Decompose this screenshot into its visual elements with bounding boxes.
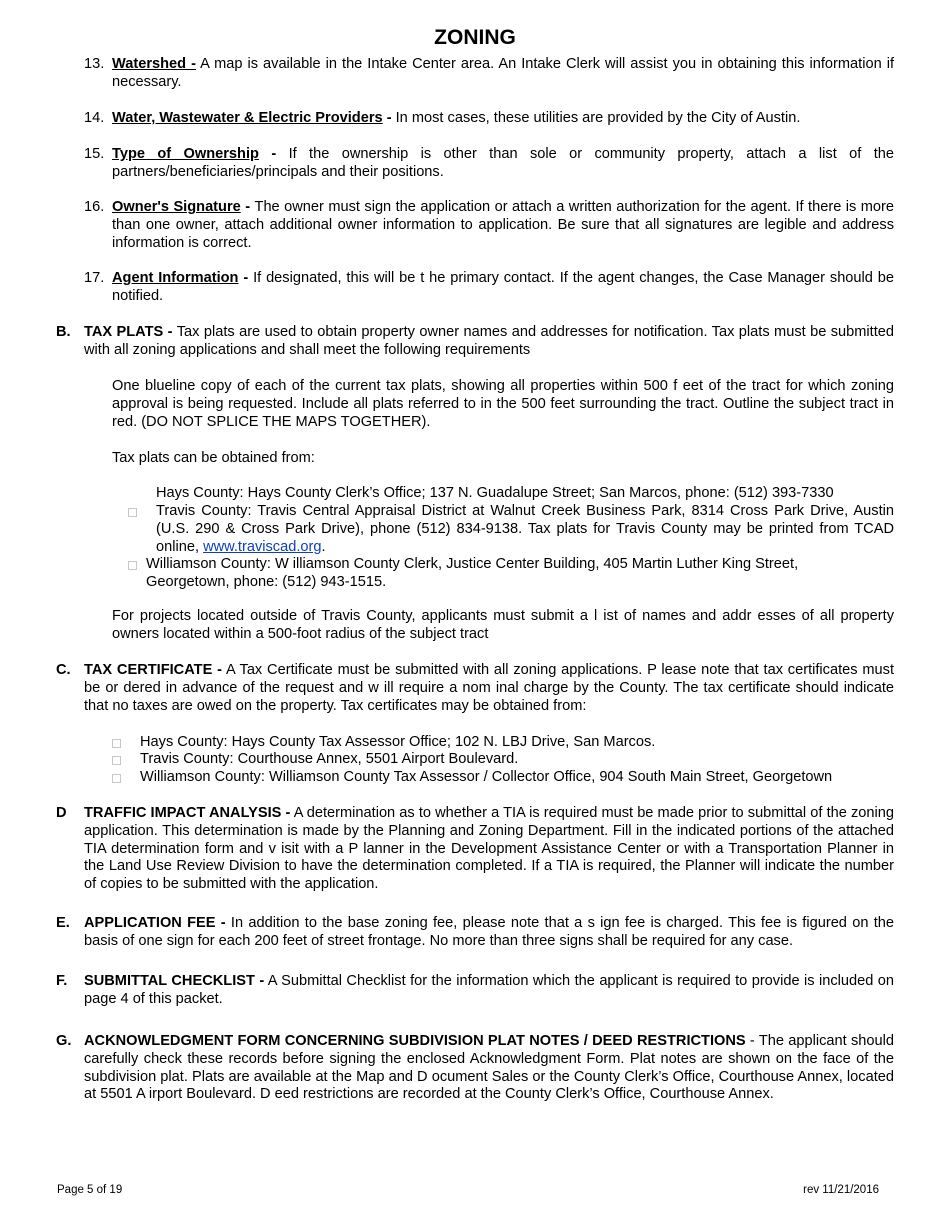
- source-travis-county: [128, 503, 894, 556]
- certificate-travis: [112, 751, 902, 769]
- item-label: Water, Wastewater & Electric Providers: [112, 110, 383, 126]
- source-williamson-county: [128, 556, 878, 592]
- traviscad-link[interactable]: www.traviscad.org: [203, 538, 322, 555]
- source-hays-county: Hays County: Hays County Clerk’s Office; 137 N. Guadalupe Street; San Marcos, phone: (512) 393-7330: [156, 485, 834, 501]
- tax-plats-requirements: One blueline copy of each of the current tax plats, showing all properties within 500 f eet of the tract for which zoning approval is being requested. Include all plats referred to in the 500 feet surrounding the tract. Outline the subject tract in red. (DO NOT SPLICE THE MAPS TOGETHER).: [112, 378, 894, 430]
- section-letter: C.: [56, 662, 71, 678]
- section-application-fee: [56, 915, 894, 951]
- item-label: Agent Information: [112, 270, 239, 286]
- section-text: - The applicant should carefully check these records before signing the enclosed Acknowledgment Form. Plat notes are shown on the face of the subdivision plat. Plats are available at the Map and D ocument Sales or the County Clerk’s Office, Courthouse Annex, located at 5501 A irport Boulevard. D eed restrictions are recorded at the County Clerk’s Office, Courthouse Annex.: [84, 1033, 894, 1103]
- certificate-travis-text: Travis County: Courthouse Annex, 5501 Airport Boulevard.: [140, 751, 519, 767]
- section-heading: TAX CERTIFICATE -: [84, 662, 223, 678]
- checkbox-bullet-icon: [112, 739, 121, 748]
- section-letter: F.: [56, 973, 68, 989]
- item-text: The owner must sign the application or attach a written authorization for the agent. If there is more than one owner, attach additional owner information to application. Be sure that all signatures are legible and address information is correct.: [112, 199, 894, 251]
- item-owner-signature: [84, 199, 894, 252]
- travis-text-end: .: [321, 538, 326, 555]
- section-letter: E.: [56, 915, 70, 931]
- section-text: A Tax Certificate must be submitted with all zoning applications. P lease note that tax certificates must be or dered in advance of the request and w ill require a nom inal charge by the County. The tax certificate should indicate that no taxes are owed on the property. Tax certificates may be obtained from:: [84, 662, 895, 714]
- item-label: Watershed -: [112, 56, 196, 72]
- section-letter: B.: [56, 324, 71, 340]
- section-submittal-checklist: [56, 973, 894, 1009]
- section-heading: TRAFFIC IMPACT ANALYSIS -: [84, 805, 291, 821]
- section-tax-plats: [56, 324, 894, 360]
- item-text: If the ownership is other than sole or community property, attach a list of the partners/beneficiaries/principals and their positions.: [112, 146, 894, 180]
- section-tax-certificate: [56, 662, 894, 715]
- item-label: Type of Ownership: [112, 146, 259, 162]
- section-heading: ACKNOWLEDGMENT FORM CONCERNING SUBDIVISION PLAT NOTES / DEED RESTRICTIONS: [84, 1033, 746, 1049]
- section-text: A Submittal Checklist for the information which the applicant is required to provide is included on page 4 of this packet.: [84, 973, 894, 1007]
- section-heading: TAX PLATS -: [84, 324, 173, 340]
- checkbox-bullet-icon: [112, 756, 121, 765]
- checkbox-bullet-icon: [128, 561, 137, 570]
- item-text: A map is available in the Intake Center area. An Intake Clerk will assist you in obtaining this information if necessary.: [112, 56, 894, 90]
- item-label: Owner's Signature: [112, 199, 241, 215]
- section-letter: D: [56, 805, 67, 821]
- item-agent-information: [84, 270, 894, 306]
- item-number: 15.: [84, 146, 105, 162]
- tax-plats-sources-intro: Tax plats can be obtained from:: [112, 450, 315, 466]
- item-utility-providers: [84, 110, 894, 128]
- certificate-hays-text: Hays County: Hays County Tax Assessor Office; 102 N. LBJ Drive, San Marcos.: [140, 734, 656, 750]
- item-separator: -: [238, 270, 254, 286]
- travis-text: Travis County: Travis Central Appraisal District at Walnut Creek Business Park, 8314 Cross Park Drive, Austin (U.S. 290 & Cross Park Drive), phone (512) 834-9138. Tax plats for Travis County may be printed from TCAD online,: [156, 503, 894, 555]
- section-text: In addition to the base zoning fee, please note that a s ign fee is charged. This fee is figured on the basis of one sign for each 200 feet of street frontage. No more than three signs shall be required for any case.: [84, 915, 895, 949]
- item-text: If designated, this will be t he primary contact. If the agent changes, the Case Manager should be notified.: [112, 270, 894, 304]
- section-acknowledgment-form: [56, 1033, 894, 1104]
- certificate-williamson: [112, 769, 902, 787]
- section-text: A determination as to whether a TIA is required must be made prior to submittal of the zoning application. This determination is made by the Planning and Zoning Department. Fill in the indicated portions of the attached TIA determination form and v isit with a P lanner in the Development Assistance Center or with a Transportation Planner in the Land Use Review Division to have the determination completed. If a TIA is required, the Planner will indicate the number of copies to be submitted with the application.: [84, 805, 894, 893]
- page-title: ZONING: [434, 26, 516, 49]
- checkbox-bullet-icon: [128, 508, 137, 517]
- section-heading: SUBMITTAL CHECKLIST -: [84, 973, 265, 989]
- item-separator: -: [240, 199, 255, 215]
- item-number: 17.: [84, 270, 105, 286]
- section-text: Tax plats are used to obtain property owner names and addresses for notification. Tax plats must be submitted with all zoning applications and shall meet the following requirements: [84, 324, 895, 358]
- section-traffic-impact: [56, 805, 894, 894]
- certificate-williamson-text: Williamson County: Williamson County Tax Assessor / Collector Office, 904 South Main Street, Georgetown: [140, 769, 833, 785]
- item-ownership: [84, 146, 894, 182]
- revision-date: rev 11/21/2016: [803, 1184, 879, 1196]
- section-letter: G.: [56, 1033, 72, 1049]
- item-separator: -: [258, 146, 289, 162]
- item-text: In most cases, these utilities are provided by the City of Austin.: [395, 110, 801, 126]
- item-number: 16.: [84, 199, 105, 215]
- outside-travis-note: For projects located outside of Travis County, applicants must submit a l ist of names and addr esses of all property owners located within a 500-foot radius of the subject tract: [112, 608, 894, 642]
- checkbox-bullet-icon: [112, 774, 121, 783]
- section-heading: APPLICATION FEE -: [84, 915, 226, 931]
- certificate-hays: [112, 734, 902, 752]
- item-number: 14.: [84, 110, 105, 126]
- item-separator: -: [382, 110, 396, 126]
- page-number: Page 5 of 19: [57, 1184, 123, 1196]
- williamson-text: Williamson County: W illiamson County Clerk, Justice Center Building, 405 Martin Luther King Street, Georgetown, phone: (512) 943-1515.: [146, 556, 799, 590]
- item-number: 13.: [84, 56, 105, 72]
- item-watershed: [84, 56, 894, 92]
